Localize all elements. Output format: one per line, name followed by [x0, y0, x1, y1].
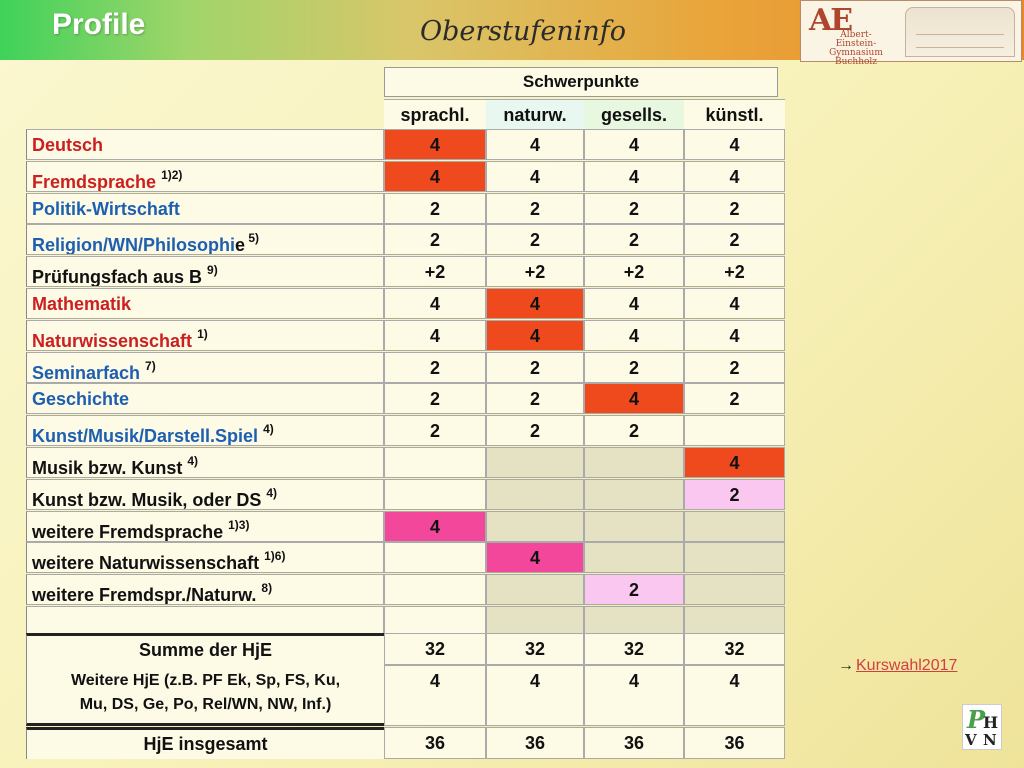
table-row-label: weitere Naturwissenschaft $^{1)6)}$: [26, 542, 384, 573]
table-cell: [584, 479, 684, 510]
table-cell: 2: [684, 479, 785, 510]
table-cell: 2: [384, 415, 486, 446]
column-header-0: sprachl.: [384, 99, 486, 129]
table-cell: 2: [384, 383, 486, 414]
table-cell: 4: [384, 288, 486, 319]
table-cell: 4: [584, 320, 684, 351]
table-cell: 2: [486, 383, 584, 414]
column-header-1: naturw.: [486, 99, 584, 129]
total-cell: 36: [584, 727, 684, 759]
table-cell: [684, 511, 785, 542]
table-cell: 2: [486, 224, 584, 255]
table-cell: 4: [684, 447, 785, 478]
table-cell: [684, 542, 785, 573]
table-cell: 4: [684, 129, 785, 160]
logo-school-name: Albert- Einstein- Gymnasium Buchholz: [829, 30, 883, 67]
further-cell: 4: [584, 665, 684, 726]
table-cell: 2: [584, 352, 684, 383]
table-row-label: Naturwissenschaft $^{1)}$: [26, 320, 384, 351]
table-cell: 2: [384, 352, 486, 383]
kurswahl-link-text: Kurswahl2017: [856, 657, 958, 674]
further-label: Weitere HjE (z.B. PF Ek, Sp, FS, Ku, Mu, DS, Ge, Po, Rel/WN, NW, Inf.): [26, 665, 384, 726]
table-cell: 4: [584, 161, 684, 192]
sum-cell: 32: [684, 633, 785, 665]
table-cell: [486, 511, 584, 542]
table-row-label: Seminarfach $^{7)}$: [26, 352, 384, 383]
column-header-2: gesells.: [584, 99, 684, 129]
table-cell: 4: [684, 320, 785, 351]
table-cell: [384, 574, 486, 605]
table-cell: 4: [384, 161, 486, 192]
table-row-label: weitere Fremdsprache $^{1)3)}$: [26, 511, 384, 542]
table-cell: 4: [486, 542, 584, 573]
table-cell: 2: [584, 574, 684, 605]
table-cell: 2: [584, 415, 684, 446]
table-cell: [384, 479, 486, 510]
total-cell: 36: [486, 727, 584, 759]
corner-logo: P H V N: [962, 704, 1002, 750]
total-label: HjE insgesamt: [26, 727, 384, 759]
table-cell: 4: [584, 288, 684, 319]
table-row-label: Deutsch: [26, 129, 384, 160]
total-cell: 36: [684, 727, 785, 759]
table-cell: 2: [584, 193, 684, 224]
logo-building-icon: [905, 7, 1015, 57]
table-cell: 2: [384, 224, 486, 255]
further-cell: 4: [486, 665, 584, 726]
sum-cell: 32: [486, 633, 584, 665]
table-cell: 4: [486, 288, 584, 319]
table-cell: 4: [684, 288, 785, 319]
table-cell: [684, 574, 785, 605]
table-cell: 4: [384, 511, 486, 542]
arrow-right-icon: →: [838, 657, 854, 674]
table-cell: [584, 447, 684, 478]
table-cell: [584, 542, 684, 573]
table-cell: 4: [486, 320, 584, 351]
table-cell: +2: [584, 256, 684, 287]
table-cell: [584, 511, 684, 542]
table-cell: [384, 447, 486, 478]
table-cell: 4: [486, 129, 584, 160]
table-row-label: Geschichte: [26, 383, 384, 414]
kurswahl-link[interactable]: [838, 657, 957, 675]
table-cell: 2: [486, 352, 584, 383]
table-cell: 2: [684, 193, 785, 224]
further-cell: 4: [384, 665, 486, 726]
table-row-label: Kunst bzw. Musik, oder DS $^{4)}$: [26, 479, 384, 510]
table-row-label: Religion/WN/Philosophie $^{5)}$: [26, 224, 384, 255]
school-logo: [800, 0, 1022, 67]
table-cell: [486, 447, 584, 478]
table-row-label: Prüfungsfach aus B $^{9)}$: [26, 256, 384, 287]
sum-cell: 32: [384, 633, 486, 665]
table-cell: [384, 542, 486, 573]
table-cell: 2: [684, 383, 785, 414]
table-cell: [486, 479, 584, 510]
column-header-3: künstl.: [684, 99, 785, 129]
page-subtitle: Oberstufeninfo: [420, 16, 627, 47]
table-cell: 2: [684, 224, 785, 255]
table-cell: +2: [684, 256, 785, 287]
table-row-label: Musik bzw. Kunst $^{4)}$: [26, 447, 384, 478]
schwerpunkte-header: Schwerpunkte: [384, 67, 778, 97]
table-cell: [486, 574, 584, 605]
table-cell: 4: [684, 161, 785, 192]
table-row-label: Mathematik: [26, 288, 384, 319]
further-cell: 4: [684, 665, 785, 726]
table-cell: 2: [584, 224, 684, 255]
table-cell: 2: [486, 193, 584, 224]
table-cell: 2: [684, 352, 785, 383]
sum-label: Summe der HjE: [26, 633, 384, 665]
sum-cell: 32: [584, 633, 684, 665]
table-row-label: Kunst/Musik/Darstell.Spiel $^{4)}$: [26, 415, 384, 446]
table-cell: 4: [384, 320, 486, 351]
table-cell: 2: [486, 415, 584, 446]
total-cell: 36: [384, 727, 486, 759]
table-cell: 2: [384, 193, 486, 224]
table-cell: +2: [384, 256, 486, 287]
table-cell: +2: [486, 256, 584, 287]
table-cell: 4: [384, 129, 486, 160]
table-cell: [684, 415, 785, 446]
table-row-label: Politik-Wirtschaft: [26, 193, 384, 224]
table-row-label: weitere Fremdspr./Naturw. $^{8)}$: [26, 574, 384, 605]
table-cell: 4: [486, 161, 584, 192]
table-cell: 4: [584, 129, 684, 160]
table-row-label: Fremdsprache $^{1)2)}$: [26, 161, 384, 192]
page-title: Profile: [52, 8, 146, 41]
table-cell: 4: [584, 383, 684, 414]
logo-letters: AE: [809, 3, 852, 38]
